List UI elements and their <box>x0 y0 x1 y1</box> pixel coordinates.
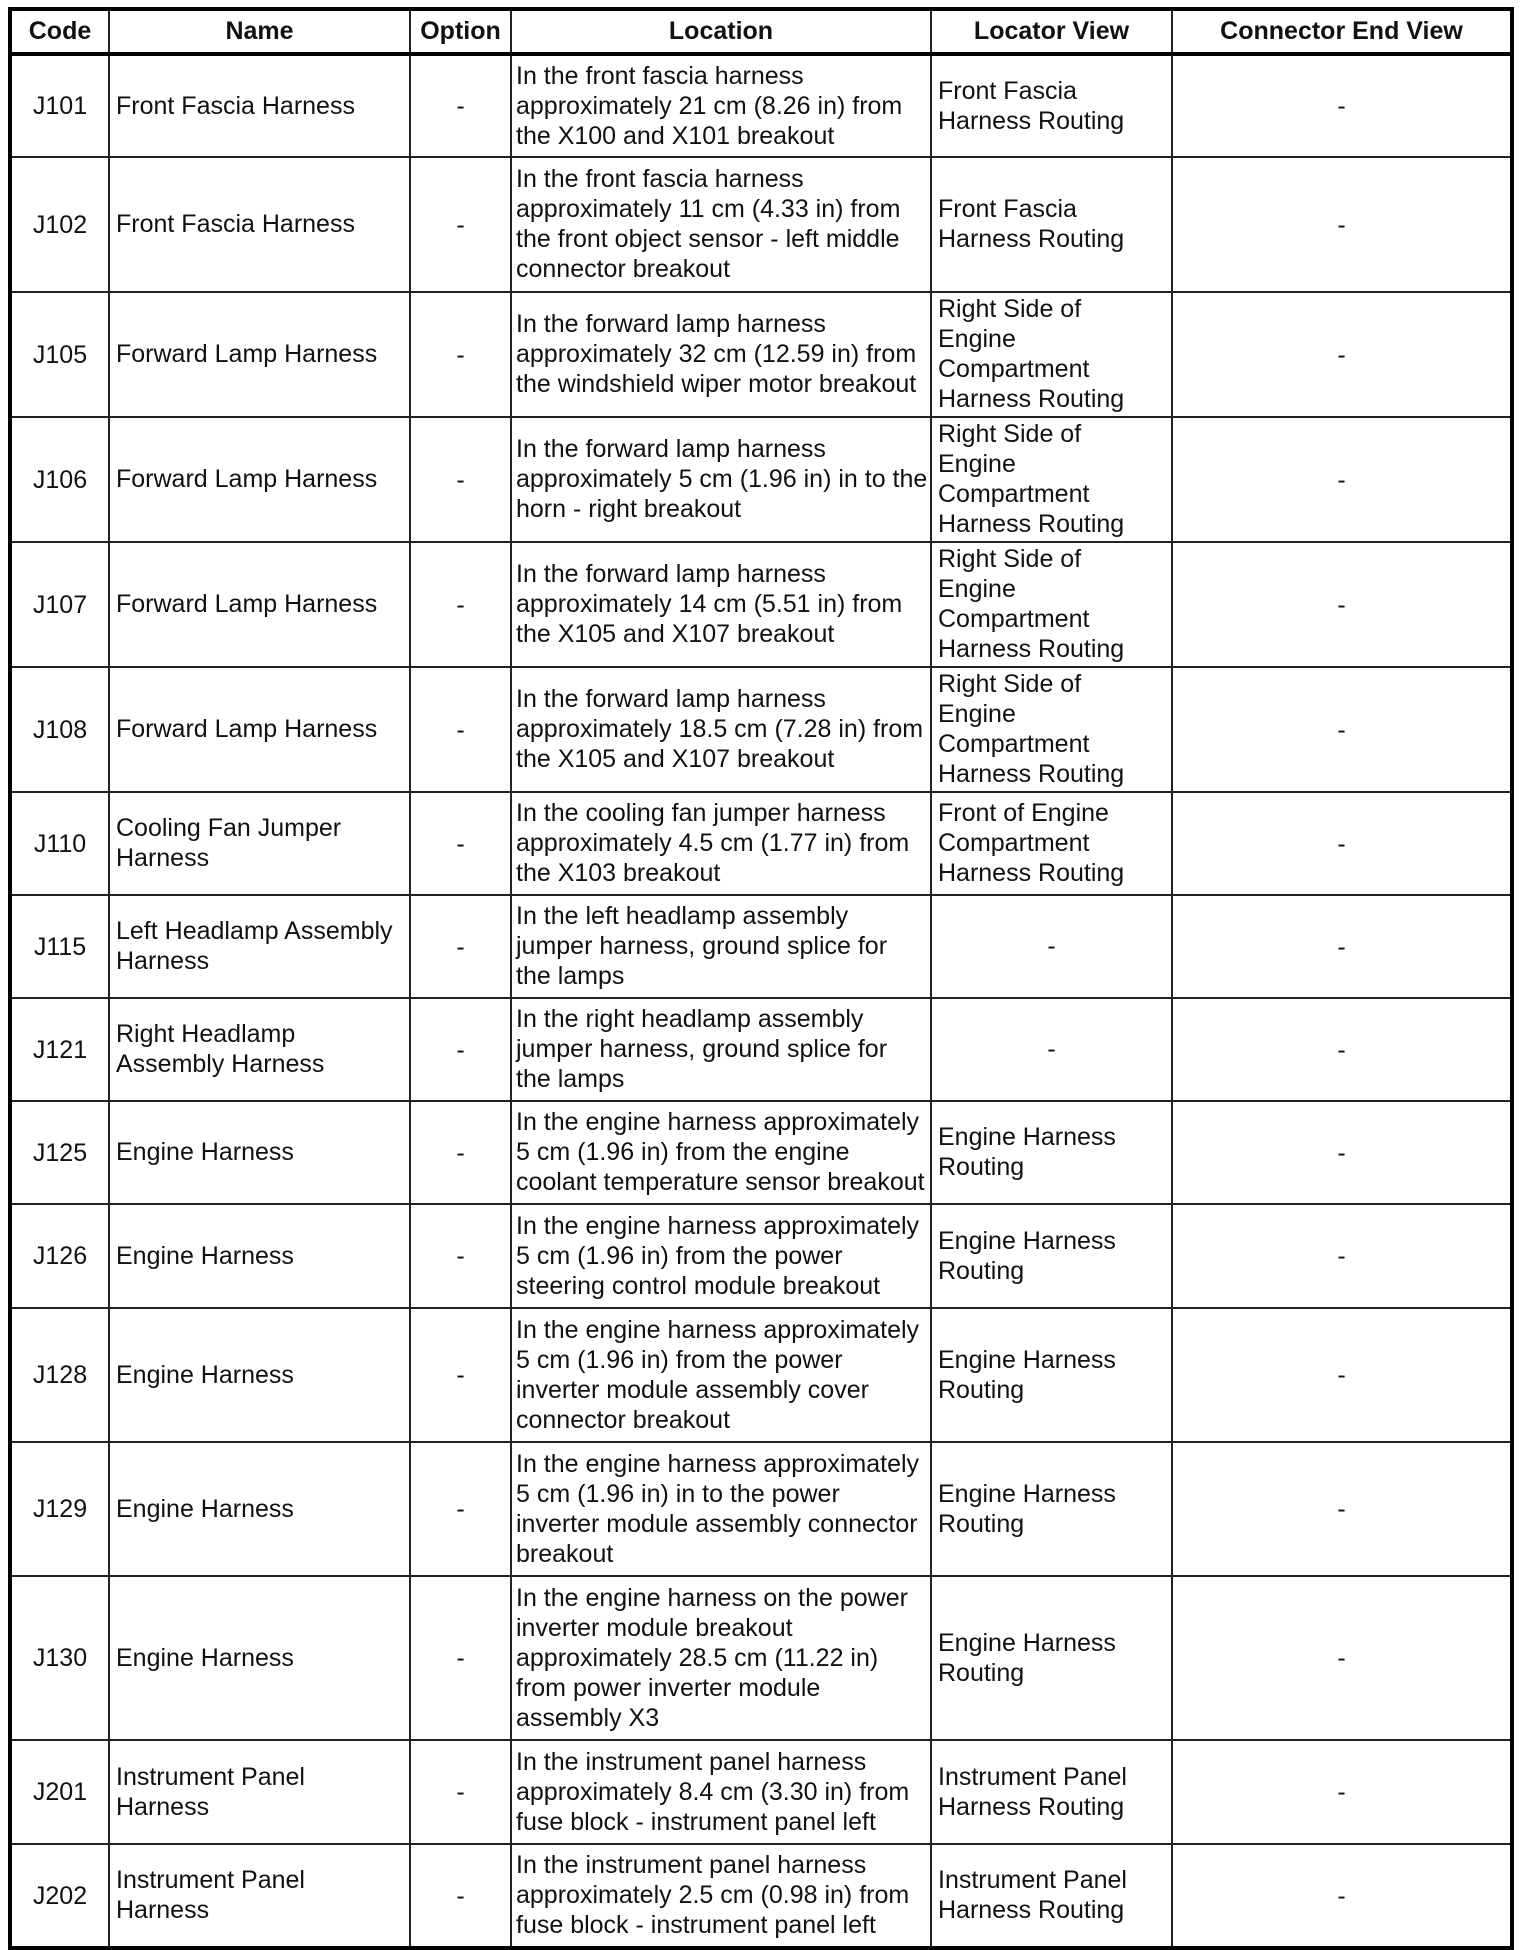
cell-connector-end-view: - <box>1172 1442 1512 1576</box>
cell-locator-view: Right Side of Engine Compartment Harness Routing <box>931 542 1172 667</box>
table-row <box>10 1844 1512 1948</box>
cell-connector-end-view: - <box>1172 667 1512 792</box>
cell-locator-view: Front Fascia Harness Routing <box>931 157 1172 292</box>
cell-name: Left Headlamp Assembly Harness <box>109 895 410 998</box>
cell-locator-view: Engine Harness Routing <box>931 1576 1172 1740</box>
table-row <box>10 667 1512 792</box>
table-row <box>10 542 1512 667</box>
cell-location: In the engine harness approximately 5 cm (1.96 in) in to the power inverter module assembly connector breakout <box>511 1442 931 1576</box>
cell-location: In the instrument panel harness approximately 2.5 cm (0.98 in) from fuse block - instrument panel left <box>511 1844 931 1948</box>
cell-connector-end-view: - <box>1172 1204 1512 1308</box>
cell-option: - <box>410 157 511 292</box>
table-row <box>10 292 1512 417</box>
cell-name: Front Fascia Harness <box>109 54 410 157</box>
cell-name: Forward Lamp Harness <box>109 542 410 667</box>
table-row <box>10 895 1512 998</box>
cell-name: Right Headlamp Assembly Harness <box>109 998 410 1101</box>
cell-location: In the front fascia harness approximately 11 cm (4.33 in) from the front object sensor - left middle connector breakout <box>511 157 931 292</box>
cell-location: In the front fascia harness approximately 21 cm (8.26 in) from the X100 and X101 breakout <box>511 54 931 157</box>
cell-locator-view: - <box>931 895 1172 998</box>
cell-option: - <box>410 542 511 667</box>
cell-option: - <box>410 1204 511 1308</box>
table-row <box>10 1308 1512 1442</box>
cell-location: In the left headlamp assembly jumper harness, ground splice for the lamps <box>511 895 931 998</box>
cell-option: - <box>410 1442 511 1576</box>
table-row <box>10 1101 1512 1204</box>
cell-code: J121 <box>10 998 109 1101</box>
cell-connector-end-view: - <box>1172 157 1512 292</box>
cell-location: In the forward lamp harness approximately 5 cm (1.96 in) in to the horn - right breakout <box>511 417 931 542</box>
cell-connector-end-view: - <box>1172 417 1512 542</box>
cell-option: - <box>410 1740 511 1844</box>
cell-code: J108 <box>10 667 109 792</box>
cell-name: Forward Lamp Harness <box>109 417 410 542</box>
table-row <box>10 157 1512 292</box>
cell-connector-end-view: - <box>1172 895 1512 998</box>
document-page <box>8 7 1514 1950</box>
cell-location: In the instrument panel harness approximately 8.4 cm (3.30 in) from fuse block - instrument panel left <box>511 1740 931 1844</box>
cell-code: J201 <box>10 1740 109 1844</box>
cell-connector-end-view: - <box>1172 1101 1512 1204</box>
cell-location: In the forward lamp harness approximately 32 cm (12.59 in) from the windshield wiper motor breakout <box>511 292 931 417</box>
cell-locator-view: Instrument Panel Harness Routing <box>931 1740 1172 1844</box>
header-code: Code <box>10 9 109 54</box>
cell-option: - <box>410 792 511 895</box>
cell-location: In the engine harness approximately 5 cm (1.96 in) from the power steering control module breakout <box>511 1204 931 1308</box>
table-header-row <box>10 9 1512 54</box>
cell-code: J106 <box>10 417 109 542</box>
cell-option: - <box>410 54 511 157</box>
cell-connector-end-view: - <box>1172 1844 1512 1948</box>
cell-option: - <box>410 1844 511 1948</box>
cell-location: In the forward lamp harness approximately 14 cm (5.51 in) from the X105 and X107 breakout <box>511 542 931 667</box>
cell-name: Engine Harness <box>109 1308 410 1442</box>
cell-connector-end-view: - <box>1172 1576 1512 1740</box>
cell-locator-view: Instrument Panel Harness Routing <box>931 1844 1172 1948</box>
cell-code: J105 <box>10 292 109 417</box>
cell-option: - <box>410 1576 511 1740</box>
cell-name: Instrument Panel Harness <box>109 1740 410 1844</box>
cell-location: In the forward lamp harness approximately 18.5 cm (7.28 in) from the X105 and X107 breakout <box>511 667 931 792</box>
cell-name: Front Fascia Harness <box>109 157 410 292</box>
cell-name: Forward Lamp Harness <box>109 667 410 792</box>
cell-code: J110 <box>10 792 109 895</box>
table-body <box>10 54 1512 1948</box>
cell-code: J102 <box>10 157 109 292</box>
table-row <box>10 417 1512 542</box>
cell-connector-end-view: - <box>1172 292 1512 417</box>
header-name: Name <box>109 9 410 54</box>
cell-name: Instrument Panel Harness <box>109 1844 410 1948</box>
cell-option: - <box>410 1308 511 1442</box>
cell-code: J107 <box>10 542 109 667</box>
cell-code: J125 <box>10 1101 109 1204</box>
cell-option: - <box>410 998 511 1101</box>
cell-name: Forward Lamp Harness <box>109 292 410 417</box>
table-row <box>10 1442 1512 1576</box>
cell-location: In the cooling fan jumper harness approximately 4.5 cm (1.77 in) from the X103 breakout <box>511 792 931 895</box>
header-location: Location <box>511 9 931 54</box>
cell-code: J128 <box>10 1308 109 1442</box>
cell-code: J101 <box>10 54 109 157</box>
cell-code: J126 <box>10 1204 109 1308</box>
cell-location: In the engine harness approximately 5 cm (1.96 in) from the engine coolant temperature sensor breakout <box>511 1101 931 1204</box>
cell-code: J202 <box>10 1844 109 1948</box>
cell-name: Cooling Fan Jumper Harness <box>109 792 410 895</box>
table-row <box>10 998 1512 1101</box>
cell-locator-view: Front of Engine Compartment Harness Routing <box>931 792 1172 895</box>
cell-location: In the engine harness on the power inverter module breakout approximately 28.5 cm (11.22 in) from power inverter module assembly X3 <box>511 1576 931 1740</box>
cell-connector-end-view: - <box>1172 542 1512 667</box>
cell-locator-view: Engine Harness Routing <box>931 1308 1172 1442</box>
cell-connector-end-view: - <box>1172 1308 1512 1442</box>
cell-location: In the engine harness approximately 5 cm (1.96 in) from the power inverter module assembly cover connector breakout <box>511 1308 931 1442</box>
cell-connector-end-view: - <box>1172 1740 1512 1844</box>
header-locator-view: Locator View <box>931 9 1172 54</box>
cell-name: Engine Harness <box>109 1576 410 1740</box>
cell-name: Engine Harness <box>109 1204 410 1308</box>
cell-locator-view: Engine Harness Routing <box>931 1101 1172 1204</box>
cell-option: - <box>410 417 511 542</box>
table-row <box>10 1576 1512 1740</box>
cell-code: J115 <box>10 895 109 998</box>
cell-option: - <box>410 895 511 998</box>
table-row <box>10 54 1512 157</box>
cell-option: - <box>410 667 511 792</box>
cell-location: In the right headlamp assembly jumper harness, ground splice for the lamps <box>511 998 931 1101</box>
cell-locator-view: Engine Harness Routing <box>931 1204 1172 1308</box>
cell-locator-view: Right Side of Engine Compartment Harness Routing <box>931 292 1172 417</box>
cell-locator-view: Right Side of Engine Compartment Harness Routing <box>931 417 1172 542</box>
header-connector-end-view: Connector End View <box>1172 9 1512 54</box>
cell-connector-end-view: - <box>1172 54 1512 157</box>
cell-locator-view: - <box>931 998 1172 1101</box>
cell-locator-view: Front Fascia Harness Routing <box>931 54 1172 157</box>
cell-code: J129 <box>10 1442 109 1576</box>
table-row <box>10 1740 1512 1844</box>
cell-option: - <box>410 1101 511 1204</box>
cell-code: J130 <box>10 1576 109 1740</box>
cell-name: Engine Harness <box>109 1442 410 1576</box>
table-row <box>10 1204 1512 1308</box>
cell-option: - <box>410 292 511 417</box>
table-row <box>10 792 1512 895</box>
splice-location-table <box>8 7 1514 1950</box>
header-option: Option <box>410 9 511 54</box>
cell-locator-view: Right Side of Engine Compartment Harness Routing <box>931 667 1172 792</box>
cell-connector-end-view: - <box>1172 792 1512 895</box>
cell-locator-view: Engine Harness Routing <box>931 1442 1172 1576</box>
cell-connector-end-view: - <box>1172 998 1512 1101</box>
cell-name: Engine Harness <box>109 1101 410 1204</box>
